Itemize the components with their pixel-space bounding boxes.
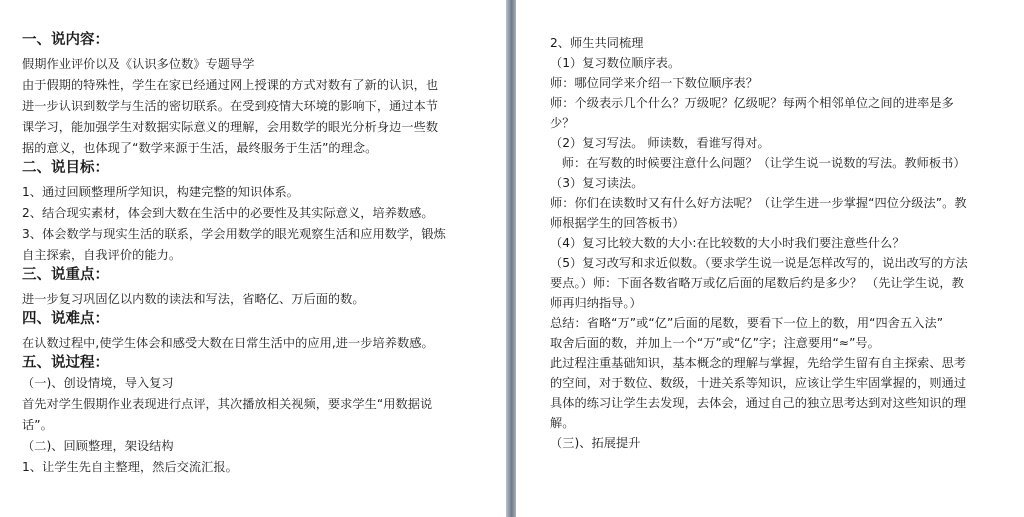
paragraph-line: 1、通过回顾整理所学知识，构建完整的知识体系。 bbox=[22, 185, 300, 199]
subsection-heading: （二)、回顾整理，架设结构 bbox=[22, 439, 174, 453]
section-heading: 二、说目标： bbox=[22, 160, 109, 176]
paragraph-line: 据的意义，也体现了“数学来源于生活，最终服务于生活”的理念。 bbox=[22, 141, 378, 155]
paragraph-line: 2、结合现实素材，体会到大数在生活中的必要性及其实际意义，培养数感。 bbox=[22, 206, 434, 220]
paragraph-line: （2）复习写法。 师读数，看谁写得对。 bbox=[550, 136, 770, 150]
paragraph-line: 在认数过程中,使学生体会和感受大数在日常生活中的应用,进一步培养数感。 bbox=[22, 336, 434, 350]
paragraph-line: 首先对学生假期作业表现进行点评，其次播放相关视频，要求学生“用数据说 bbox=[22, 397, 433, 411]
subsection-heading: （三)、拓展提升 bbox=[550, 436, 641, 450]
paragraph-line: 的空间，对于数位、数级，十进关系等知识，应该让学生牢固掌握的，则通过 bbox=[550, 376, 967, 390]
paragraph-line: 此过程注重基础知识，基本概念的理解与掌握，先给学生留有自主探索、思考 bbox=[550, 356, 967, 370]
paragraph-line: 话”。 bbox=[22, 418, 53, 432]
paragraph-line: 师再归纳指导。） bbox=[550, 296, 642, 310]
paragraph-line: 师：在写数的时候要注意什么问题？（让学生说一说数的写法。教师板书） bbox=[550, 156, 966, 170]
paragraph-line: 由于假期的特殊性，学生在家已经通过网上授课的方式对数有了新的认识，也 bbox=[22, 78, 439, 92]
section-heading: 五、说过程： bbox=[22, 355, 109, 371]
paragraph-line: （1）复习数位顺序表。 bbox=[550, 56, 681, 70]
subsection-heading: （一)、创设情境，导入复习 bbox=[22, 376, 174, 390]
paragraph-line: 师：个级表示几个什么？万级呢？亿级呢？每两个相邻单位之间的进率是多 bbox=[550, 96, 954, 110]
section-heading: 一、说内容： bbox=[22, 32, 109, 48]
paragraph-line: 课学习，能加强学生对数据实际意义的理解，会用数学的眼光分析身边一些数 bbox=[22, 120, 439, 134]
paragraph-line: 师：哪位同学来介绍一下数位顺序表？ bbox=[550, 76, 759, 90]
paragraph-line: 1、让学生先自主整理，然后交流汇报。 bbox=[22, 460, 238, 474]
paragraph-line: 师根据学生的回答板书） bbox=[550, 216, 685, 230]
paragraph-line: （5）复习改写和求近似数。（要求学生说一说是怎样改写的，说出改写的方法 bbox=[550, 256, 968, 270]
paragraph-line: 进一步复习巩固亿以内数的读法和写法，省略亿、万后面的数。 bbox=[22, 292, 365, 306]
paragraph-line: （4）复习比较大数的大小:在比较数的大小时我们要注意些什么？ bbox=[550, 236, 905, 250]
paragraph-line: 具体的练习让学生去发现，去体会，通过自己的独立思考达到对这些知识的理 bbox=[550, 396, 967, 410]
section-heading: 三、说重点： bbox=[22, 267, 109, 283]
paragraph-line: 2、师生共同梳理 bbox=[550, 36, 644, 50]
paragraph-line: 师：你们在读数时又有什么好方法呢？（让学生进一步掌握“四位分级法”。教 bbox=[550, 196, 967, 210]
paragraph-line: 进一步认识到数学与生活的密切联系。在受到疫情大环境的影响下，通过本节 bbox=[22, 99, 439, 113]
left-page bbox=[0, 0, 506, 517]
left-page-content bbox=[22, 31, 484, 478]
right-page-content bbox=[550, 33, 1020, 453]
paragraph-line: 假期作业评价以及《认识多位数》专题导学 bbox=[22, 57, 255, 71]
section-heading: 四、说难点： bbox=[22, 311, 109, 327]
paragraph-line: 3、体会数学与现实生活的联系，学会用数学的眼光观察生活和应用数学，锻炼 bbox=[22, 227, 446, 241]
paragraph-line: 要点。）师：下面各数省略万或亿后面的尾数后约是多少？ （先让学生说，教 bbox=[550, 276, 964, 290]
paragraph-line: 解。 bbox=[550, 416, 575, 430]
paragraph-line: 少？ bbox=[550, 116, 575, 130]
paragraph-line: 自主探索，自我评价的能力。 bbox=[22, 248, 182, 262]
page-divider bbox=[506, 0, 516, 517]
paragraph-line: （3）复习读法。 bbox=[550, 176, 644, 190]
paragraph-line: 总结：省略“万”或“亿”后面的尾数，要看下一位上的数，用“四舍五入法” bbox=[550, 316, 944, 330]
paragraph-line: 取舍后面的数，并加上一个“万”或“亿”字；注意要用“≈”号。 bbox=[550, 336, 880, 350]
right-page bbox=[516, 0, 1024, 517]
